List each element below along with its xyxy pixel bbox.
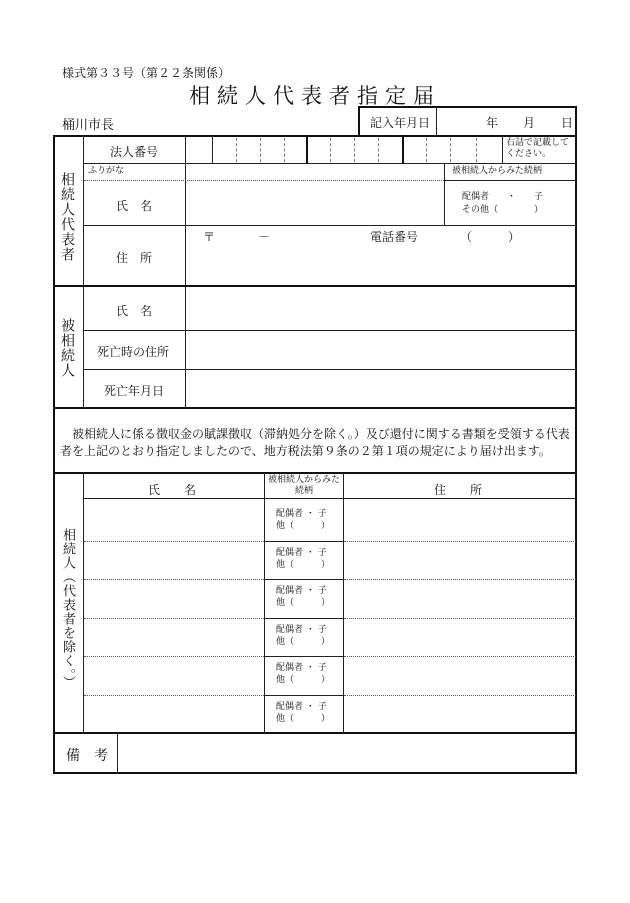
form-title: 相続人代表者指定届 — [189, 84, 441, 108]
heirs-col-name: 氏 名 — [148, 483, 197, 497]
date-label: 記入年月日 — [370, 116, 431, 130]
heir-relation-a: 配偶者 ・ 子 — [276, 586, 327, 596]
heir-relation-b: 他（ ） — [276, 598, 331, 608]
rep-name-label: 氏 名 — [116, 199, 153, 213]
remarks-label: 備 考 — [66, 748, 108, 764]
address-at-death-label: 死亡時の住所 — [97, 345, 170, 359]
rep-relation-other: その他（ ） — [462, 205, 544, 215]
heir-relation-b: 他（ ） — [276, 560, 331, 570]
furigana-label: ふりがな — [88, 166, 125, 176]
addressee: 桶川市長 — [62, 118, 115, 133]
heirs-col-address: 住 所 — [434, 483, 483, 497]
deceased-section-label: 被相続人 — [59, 318, 75, 378]
corp-number-note: 右詰で記載してください。 — [506, 138, 570, 159]
death-date-label: 死亡年月日 — [104, 384, 165, 398]
form-number: 様式第３３号（第２２条関係） — [62, 66, 231, 80]
heir-relation-b: 他（ ） — [276, 675, 331, 685]
heirs-section-label: 相続人（代表者を除く。） — [60, 528, 75, 690]
representative-section-label: 相続人代表者 — [59, 172, 75, 262]
deceased-name-label: 氏 名 — [116, 304, 153, 318]
heirs-col-relation: 被相続人からみた続柄 — [268, 475, 341, 496]
phone-paren: （ ） — [460, 230, 521, 244]
heir-relation-a: 配偶者 ・ 子 — [276, 702, 327, 712]
corp-number-label: 法人番号 — [110, 145, 159, 159]
statement-text: 被相続人に係る徴収金の賦課徴収（滞納処分を除く。）及び還付に関する書類を受領する代表者を上記のとおり指定しましたので、地方税法第９条の２第１項の規定により届け出ます。 — [60, 427, 570, 458]
rep-address-label: 住 所 — [116, 251, 153, 265]
heir-relation-a: 配偶者 ・ 子 — [276, 663, 327, 673]
heir-relation-a: 配偶者 ・ 子 — [276, 625, 327, 635]
heir-relation-a: 配偶者 ・ 子 — [276, 548, 327, 558]
date-day: 日 — [561, 116, 574, 130]
date-month: 月 — [523, 116, 536, 130]
phone-label: 電話番号 — [370, 230, 419, 244]
heir-relation-a: 配偶者 ・ 子 — [276, 509, 327, 519]
heir-relation-b: 他（ ） — [276, 637, 331, 647]
heir-relation-b: 他（ ） — [276, 714, 331, 724]
relation-header: 被相続人からみた続柄 — [452, 166, 543, 176]
heir-relation-b: 他（ ） — [276, 521, 331, 531]
rep-relation-options: 配偶者 ・ 子 — [462, 192, 544, 202]
postal-dash: － — [258, 230, 271, 244]
postal-mark: 〒 — [203, 230, 216, 244]
date-year: 年 — [486, 116, 499, 130]
